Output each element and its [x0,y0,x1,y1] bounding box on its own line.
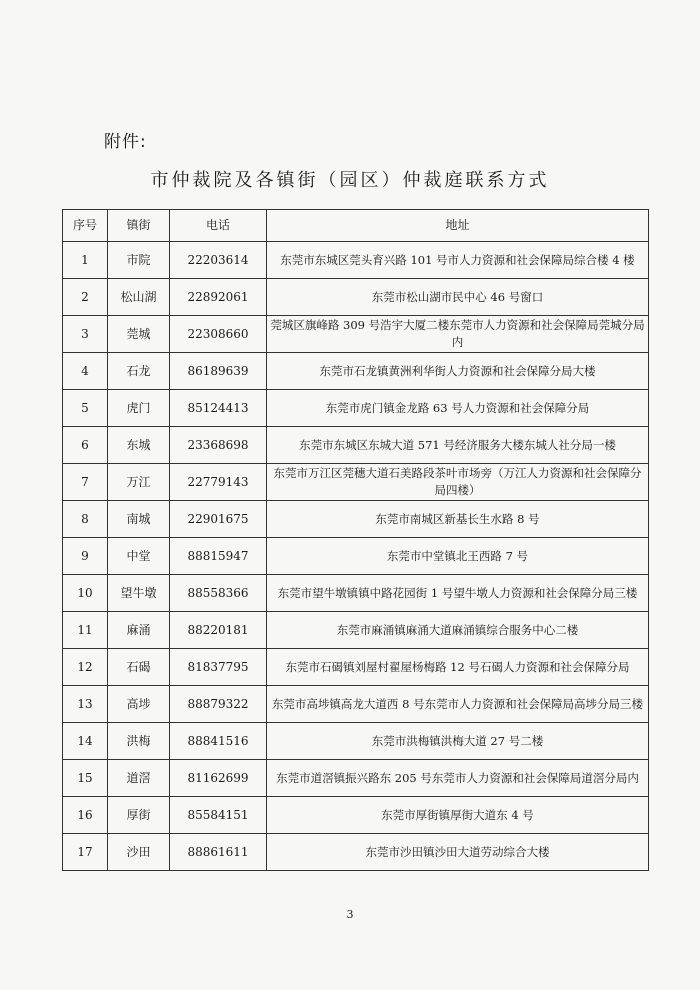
row-number: 9 [63,538,108,575]
table-header-row [63,210,649,242]
header-town: 镇街 [108,210,170,242]
row-number: 10 [63,575,108,612]
row-number: 3 [63,316,108,353]
address: 东莞市石碣镇刘屋村翟屋杨梅路 12 号石碣人力资源和社会保障分局 [267,649,649,686]
phone-number: 22892061 [170,279,267,316]
row-number: 17 [63,834,108,871]
table-row [63,834,649,871]
address: 东莞市松山湖市民中心 46 号窗口 [267,279,649,316]
row-number: 15 [63,760,108,797]
row-number: 1 [63,242,108,279]
address: 东莞市虎门镇金龙路 63 号人力资源和社会保障分局 [267,390,649,427]
town-name: 石碣 [108,649,170,686]
table-row [63,649,649,686]
town-name: 南城 [108,501,170,538]
table-row [63,797,649,834]
phone-number: 85124413 [170,390,267,427]
table-row [63,279,649,316]
town-name: 万江 [108,464,170,501]
address: 东莞市东城区东城大道 571 号经济服务大楼东城人社分局一楼 [267,427,649,464]
phone-number: 85584151 [170,797,267,834]
row-number: 8 [63,501,108,538]
town-name: 洪梅 [108,723,170,760]
row-number: 7 [63,464,108,501]
header-phone: 电话 [170,210,267,242]
address: 东莞市沙田镇沙田大道劳动综合大楼 [267,834,649,871]
address: 莞城区旗峰路 309 号浩宇大厦二楼东莞市人力资源和社会保障局莞城分局内 [267,316,649,353]
address: 东莞市万江区莞穗大道石美路段茶叶市场旁（万江人力资源和社会保障分局四楼） [267,464,649,501]
town-name: 莞城 [108,316,170,353]
table-row [63,242,649,279]
address: 东莞市道滘镇振兴路东 205 号东莞市人力资源和社会保障局道滘分局内 [267,760,649,797]
phone-number: 88220181 [170,612,267,649]
table-row [63,501,649,538]
town-name: 高埗 [108,686,170,723]
address: 东莞市望牛墩镇镇中路花园街 1 号望牛墩人力资源和社会保障分局三楼 [267,575,649,612]
contact-table [62,209,649,871]
row-number: 2 [63,279,108,316]
row-number: 16 [63,797,108,834]
table-row [63,427,649,464]
phone-number: 88841516 [170,723,267,760]
table-row [63,538,649,575]
row-number: 11 [63,612,108,649]
header-no: 序号 [63,210,108,242]
row-number: 4 [63,353,108,390]
town-name: 道滘 [108,760,170,797]
town-name: 厚街 [108,797,170,834]
town-name: 虎门 [108,390,170,427]
town-name: 石龙 [108,353,170,390]
address: 东莞市麻涌镇麻涌大道麻涌镇综合服务中心二楼 [267,612,649,649]
town-name: 市院 [108,242,170,279]
phone-number: 88861611 [170,834,267,871]
row-number: 14 [63,723,108,760]
table-row [63,464,649,501]
address: 东莞市厚街镇厚街大道东 4 号 [267,797,649,834]
town-name: 松山湖 [108,279,170,316]
town-name: 麻涌 [108,612,170,649]
town-name: 望牛墩 [108,575,170,612]
address: 东莞市东城区莞头育兴路 101 号市人力资源和社会保障局综合楼 4 楼 [267,242,649,279]
page-number: 3 [346,908,354,921]
table-row [63,723,649,760]
row-number: 13 [63,686,108,723]
table-body [63,242,649,871]
town-name: 东城 [108,427,170,464]
address: 东莞市南城区新基长生水路 8 号 [267,501,649,538]
phone-number: 81162699 [170,760,267,797]
phone-number: 22779143 [170,464,267,501]
header-address: 地址 [267,210,649,242]
row-number: 12 [63,649,108,686]
phone-number: 88815947 [170,538,267,575]
phone-number: 88558366 [170,575,267,612]
phone-number: 22203614 [170,242,267,279]
phone-number: 22901675 [170,501,267,538]
attachment-label: 附件: [104,132,147,152]
table-row [63,353,649,390]
phone-number: 81837795 [170,649,267,686]
table-row [63,575,649,612]
phone-number: 88879322 [170,686,267,723]
phone-number: 86189639 [170,353,267,390]
page-title: 市仲裁院及各镇街（园区）仲裁庭联系方式 [150,170,550,191]
town-name: 沙田 [108,834,170,871]
phone-number: 23368698 [170,427,267,464]
row-number: 6 [63,427,108,464]
table-row [63,316,649,353]
phone-number: 22308660 [170,316,267,353]
table-row [63,760,649,797]
table-row [63,612,649,649]
table-row [63,686,649,723]
row-number: 5 [63,390,108,427]
address: 东莞市中堂镇北王西路 7 号 [267,538,649,575]
address: 东莞市洪梅镇洪梅大道 27 号二楼 [267,723,649,760]
town-name: 中堂 [108,538,170,575]
address: 东莞市高埗镇高龙大道西 8 号东莞市人力资源和社会保障局高埗分局三楼 [267,686,649,723]
table-row [63,390,649,427]
address: 东莞市石龙镇黄洲利华街人力资源和社会保障分局大楼 [267,353,649,390]
